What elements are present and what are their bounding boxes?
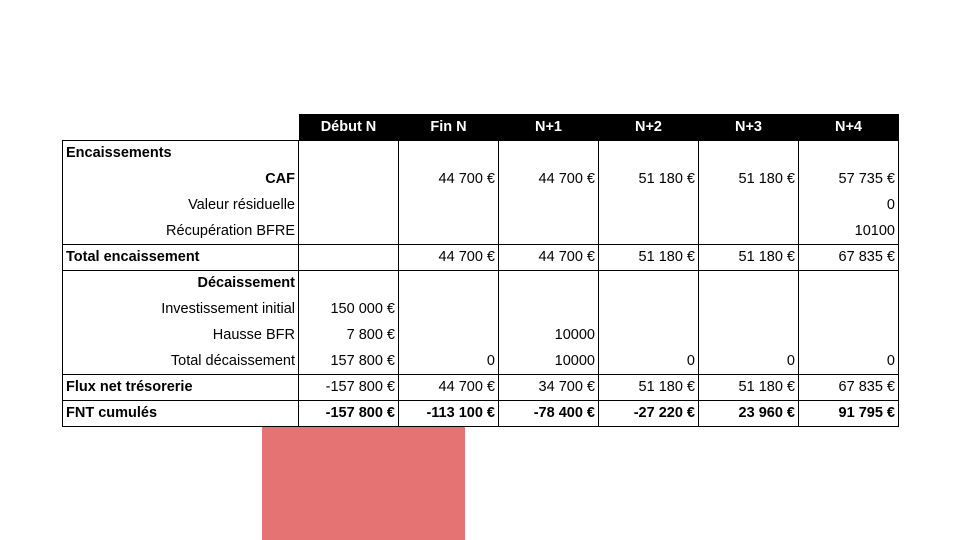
table-cell: 44 700 € bbox=[399, 244, 499, 270]
col-header-n4: N+4 bbox=[799, 114, 899, 140]
table-cell: 44 700 € bbox=[399, 166, 499, 192]
table-cell bbox=[499, 270, 599, 296]
table-cell bbox=[499, 296, 599, 322]
table-cell: 10000 bbox=[499, 322, 599, 348]
table-cell: -113 100 € bbox=[399, 400, 499, 426]
table-cell: 23 960 € bbox=[699, 400, 799, 426]
table-cell bbox=[599, 270, 699, 296]
col-header-fin-n: Fin N bbox=[399, 114, 499, 140]
table-cell bbox=[799, 140, 899, 166]
table-cell: -157 800 € bbox=[299, 400, 399, 426]
table-cell bbox=[399, 270, 499, 296]
table-cell: 67 835 € bbox=[799, 374, 899, 400]
table-cell bbox=[599, 322, 699, 348]
table-cell bbox=[599, 218, 699, 244]
table-cell bbox=[599, 192, 699, 218]
table-cell bbox=[799, 270, 899, 296]
table-cell: 44 700 € bbox=[399, 374, 499, 400]
table-cell bbox=[499, 218, 599, 244]
col-header-n1: N+1 bbox=[499, 114, 599, 140]
table-cell bbox=[599, 296, 699, 322]
table-cell: 7 800 € bbox=[299, 322, 399, 348]
table-cell bbox=[699, 140, 799, 166]
table-cell bbox=[699, 270, 799, 296]
table-cell bbox=[699, 322, 799, 348]
row-label: Encaissements bbox=[63, 140, 299, 166]
table-cell: 0 bbox=[599, 348, 699, 374]
table-cell bbox=[399, 296, 499, 322]
row-label: Décaissement bbox=[63, 270, 299, 296]
col-header-n3: N+3 bbox=[699, 114, 799, 140]
table-cell bbox=[299, 192, 399, 218]
table-cell: 51 180 € bbox=[699, 374, 799, 400]
col-header-debut-n: Début N bbox=[299, 114, 399, 140]
table-cell: 0 bbox=[799, 348, 899, 374]
table-row-total-encaissement bbox=[63, 244, 899, 270]
table-cell: 57 735 € bbox=[799, 166, 899, 192]
row-label: CAF bbox=[63, 166, 299, 192]
row-label: Hausse BFR bbox=[63, 322, 299, 348]
table-cell: 51 180 € bbox=[699, 166, 799, 192]
table-row-hausse-bfr bbox=[63, 322, 899, 348]
table-cell: 51 180 € bbox=[599, 244, 699, 270]
table-cell: 0 bbox=[399, 348, 499, 374]
table-cell: 51 180 € bbox=[599, 166, 699, 192]
row-label: Investissement initial bbox=[63, 296, 299, 322]
row-label: Valeur résiduelle bbox=[63, 192, 299, 218]
table-row-encaissements bbox=[63, 140, 899, 166]
table-cell bbox=[399, 140, 499, 166]
table-cell: 150 000 € bbox=[299, 296, 399, 322]
row-label: Total décaissement bbox=[63, 348, 299, 374]
table-cell bbox=[799, 296, 899, 322]
table-row-total-decaissement bbox=[63, 348, 899, 374]
decorative-red-block bbox=[262, 427, 465, 540]
table-cell bbox=[699, 218, 799, 244]
table-cell: 0 bbox=[699, 348, 799, 374]
table-cell bbox=[299, 244, 399, 270]
table-cell: 10000 bbox=[499, 348, 599, 374]
cash-flow-table bbox=[62, 114, 899, 427]
table-row-investissement-initial bbox=[63, 296, 899, 322]
header-corner bbox=[63, 114, 299, 140]
row-label: Flux net trésorerie bbox=[63, 374, 299, 400]
table-cell: 157 800 € bbox=[299, 348, 399, 374]
table-cell bbox=[699, 192, 799, 218]
col-header-n2: N+2 bbox=[599, 114, 699, 140]
table-cell bbox=[299, 166, 399, 192]
table-cell: 51 180 € bbox=[599, 374, 699, 400]
table-cell: -27 220 € bbox=[599, 400, 699, 426]
table-cell: 0 bbox=[799, 192, 899, 218]
table-row-flux-net-tresorerie bbox=[63, 374, 899, 400]
row-label: Récupération BFRE bbox=[63, 218, 299, 244]
table-cell bbox=[499, 192, 599, 218]
header-row bbox=[63, 114, 899, 140]
table-cell bbox=[299, 140, 399, 166]
table-cell: 44 700 € bbox=[499, 244, 599, 270]
table-cell bbox=[299, 270, 399, 296]
table-row-valeur-residuelle bbox=[63, 192, 899, 218]
table-cell: 10100 bbox=[799, 218, 899, 244]
table-cell bbox=[399, 192, 499, 218]
table-cell: -78 400 € bbox=[499, 400, 599, 426]
table-cell: 34 700 € bbox=[499, 374, 599, 400]
table-cell: -157 800 € bbox=[299, 374, 399, 400]
table-cell: 51 180 € bbox=[699, 244, 799, 270]
table-cell bbox=[699, 296, 799, 322]
table-cell: 67 835 € bbox=[799, 244, 899, 270]
table-cell bbox=[399, 218, 499, 244]
row-label: FNT cumulés bbox=[63, 400, 299, 426]
table-cell bbox=[799, 322, 899, 348]
table-cell: 44 700 € bbox=[499, 166, 599, 192]
table-cell bbox=[299, 218, 399, 244]
table-cell bbox=[599, 140, 699, 166]
table-cell: 91 795 € bbox=[799, 400, 899, 426]
table-row-caf bbox=[63, 166, 899, 192]
table-cell bbox=[399, 322, 499, 348]
row-label: Total encaissement bbox=[63, 244, 299, 270]
table-row-fnt-cumules bbox=[63, 400, 899, 426]
table-row-decaissement bbox=[63, 270, 899, 296]
table-row-recuperation-bfre bbox=[63, 218, 899, 244]
table-cell bbox=[499, 140, 599, 166]
